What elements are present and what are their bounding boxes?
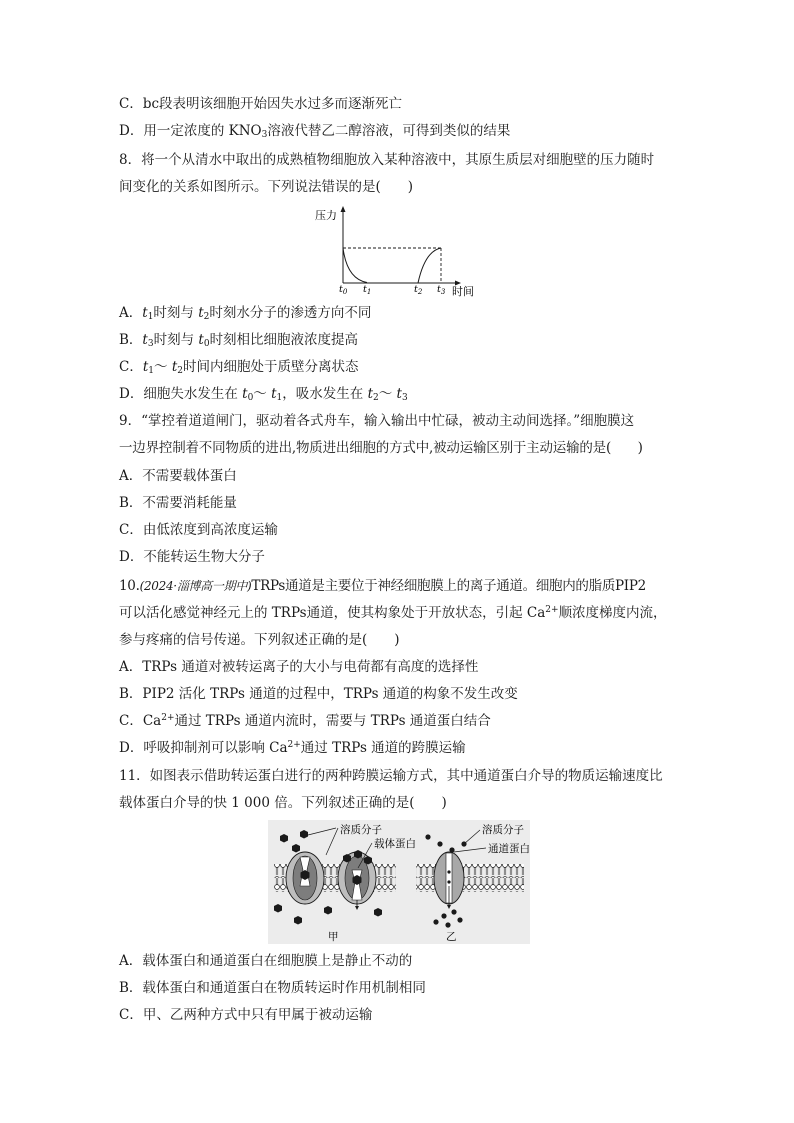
q11-stem-line1: 11．如图表示借助转运蛋白进行的两种跨膜运输方式，其中通道蛋白介导的物质运输速度比	[119, 768, 663, 784]
y-axis-arrow	[341, 206, 346, 212]
y-axis-label: 压力	[315, 209, 337, 222]
tick-label-t2: $t_2$	[414, 284, 423, 296]
carrier-protein-1	[286, 852, 324, 904]
q10-option-c: C．$Ca^{2+}$通过 TRPs 通道内流时，需要与 TRPs 通道蛋白结合	[119, 713, 491, 729]
q7-option-c: C．bc段表明该细胞开始因失水过多而逐渐死亡	[119, 96, 403, 112]
q9-stem-line1: 9．“掌控着道道闸门，驱动着各式舟车，输入输出中忙碌，被动主动间选择。”细胞膜这	[119, 413, 635, 429]
label-solute-right: 溶质分子	[482, 824, 524, 836]
q10-option-d: D．呼吸抑制剂可以影响 $Ca^{2+}$通过 TRPs 通道的跨膜运输	[119, 740, 466, 756]
label-yi: 乙	[446, 931, 457, 943]
q10-stem-line2: 可以活化感觉神经元上的 TRPs通道，使其构象处于开放状态，引起 $Ca^{2+}$顺浓度梯度内流，	[119, 605, 667, 621]
q8-option-c: C．$t_1\sim$ $t_2$时间内细胞处于质壁分离状态	[119, 359, 359, 376]
q11-stem-line2: 载体蛋白介导的快 1 000 倍。下列叙述正确的是( )	[119, 795, 447, 811]
q9-stem-line2: 一边界控制着不同物质的进出,物质进出细胞的方式中,被动运输区别于主动运输的是( )	[119, 440, 643, 456]
membrane-right-bottom	[416, 878, 524, 892]
pressure-curve-decrease	[343, 248, 367, 283]
pressure-curve-increase	[418, 248, 441, 283]
q11-option-c: C．甲、乙两种方式中只有甲属于被动运输	[119, 1007, 373, 1023]
x-axis-label: 时间	[452, 285, 474, 298]
q10-stem-line1: 10.(2024·淄博高一期中)TRPs通道是主要位于神经细胞膜上的离子通道。细胞内的脂质PIP2	[119, 578, 646, 594]
label-channel-protein: 通道蛋白	[488, 843, 530, 855]
q8-stem-line1: 8．将一个从清水中取出的成熟植物细胞放入某种溶液中，其原生质层对细胞壁的压力随时	[119, 152, 655, 168]
label-jia: 甲	[328, 931, 339, 943]
tick-label-t0: $t_0$	[339, 284, 348, 296]
q9-option-b: B．不需要消耗能量	[119, 495, 237, 511]
label-carrier-protein: 载体蛋白	[374, 838, 416, 850]
q9-option-a: A．不需要载体蛋白	[119, 468, 237, 484]
q10-option-b: B．PIP2 活化 TRPs 通道的过程中，TRPs 通道的构象不发生改变	[119, 686, 518, 702]
q10-stem-line3: 参与疼痛的信号传递。下列叙述正确的是( )	[119, 632, 400, 648]
membrane-right-top	[416, 864, 524, 878]
tick-label-t1: $t_1$	[363, 284, 372, 296]
q8-stem-line2: 间变化的关系如图所示。下列说法错误的是( )	[119, 179, 414, 195]
q8-option-a: A．$t_1$时刻与 $t_2$时刻水分子的渗透方向不同	[119, 305, 372, 322]
q8-option-d: D．细胞失水发生在 $t_0\sim$ $t_1$，吸水发生在 $t_2\sim$ $t_3$	[119, 386, 408, 403]
q9-option-c: C．由低浓度到高浓度运输	[119, 522, 278, 538]
label-solute-left: 溶质分子	[340, 824, 382, 836]
q8-option-b: B．$t_3$时刻与 $t_0$时刻相比细胞液浓度提高	[119, 332, 359, 349]
transport-protein-figure	[268, 820, 530, 944]
q9-option-d: D．不能转运生物大分子	[119, 549, 265, 565]
q11-option-a: A．载体蛋白和通道蛋白在细胞膜上是静止不动的	[119, 953, 413, 969]
q10-option-a: A．TRPs 通道对被转运离子的大小与电荷都有高度的选择性	[119, 659, 479, 675]
pressure-time-chart	[300, 203, 490, 298]
q10-source: (2024·淄博高一期中)	[139, 579, 252, 593]
tick-label-t3: $t_3$	[437, 284, 446, 296]
q7-option-d: D．用一定浓度的 $KNO_3$溶液代替乙二醇溶液，可得到类似的结果	[119, 123, 511, 140]
q11-option-b: B．载体蛋白和通道蛋白在物质转运时作用机制相同	[119, 980, 426, 996]
